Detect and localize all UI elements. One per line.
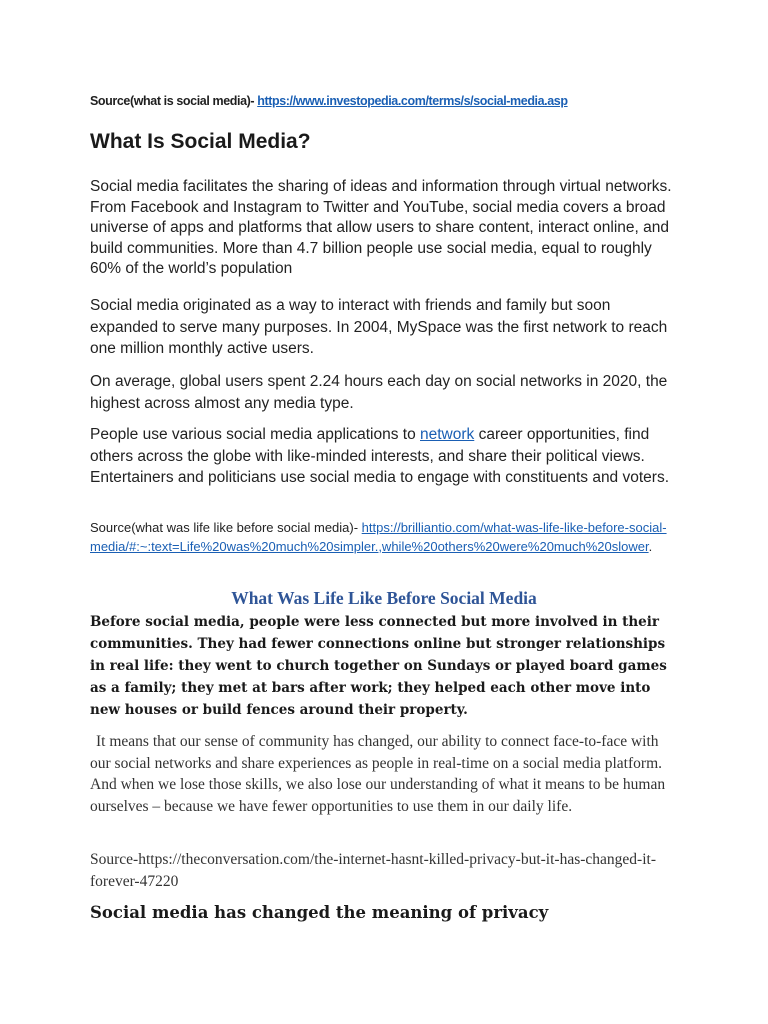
source-label: Source(what was life like before social media)- [90, 520, 362, 535]
paragraph-definition: Social media facilitates the sharing of ideas and information through virtual networks. From Facebook and Instagram to Twitter and YouTube, social media covers a broad universe of apps and platforms that allow users to share content, interact online, and build communities. More than 4.7 billion people use social media, equal to roughly 60% of the world’s population [90, 178, 672, 277]
source-label: Source(what is social media)- [90, 94, 258, 108]
source-line-investopedia [90, 94, 708, 108]
heading-privacy: Social media has changed the meaning of privacy [90, 903, 549, 922]
paragraph-applications [90, 424, 678, 489]
heading-what-is-social-media: What Is Social Media? [90, 130, 311, 153]
investopedia-link[interactable]: https://www.investopedia.com/terms/s/social-media.asp [257, 94, 568, 108]
paragraph-sense-of-community: It means that our sense of community has changed, our ability to connect face-to-face with our social networks and share experiences as people in real-time on a social media platform. And when we lose those skills, we also lose our understanding of what it means to be human ourselves – because we have fewer opportunities to use them in our daily life. [90, 733, 666, 815]
paragraph-origin: Social media originated as a way to interact with friends and family but soon expanded to serve many purposes. In 2004, MySpace was the first network to reach one million monthly active users. [90, 297, 668, 357]
source-end-period: . [648, 538, 653, 554]
applications-text-before: People use various social media applications to [90, 426, 420, 443]
source-line-theconversation: Source-https://theconversation.com/the-internet-hasnt-killed-privacy-but-it-has-changed-it-forever-47220 [90, 851, 656, 890]
source-line-brilliantio [90, 519, 676, 556]
brilliantio-link[interactable]: https://brilliantio.com/what-was-life-like-before-social-media/#:~:text=Life%20was%20much%20simpler.,while%20others%20were%20much%20slower [90, 520, 667, 554]
heading-life-before-social-media: What Was Life Like Before Social Media [231, 588, 537, 608]
network-link[interactable]: network [420, 426, 475, 443]
applications-text-after: career opportunities, find others across the globe with like-minded interests, and share their political views. Entertainers and politicians use social media to engage with constituents and voters. [90, 426, 670, 486]
paragraph-usage-hours: On average, global users spent 2.24 hours each day on social networks in 2020, the highest across almost any media type. [90, 373, 668, 412]
paragraph-before-social-media: Before social media, people were less connected but more involved in their communities. They had fewer connections online but stronger relationships in real life: they went to church together on Sundays or played board games as a family; they met at bars after work; they helped each other move into new houses or build fences around their property. [90, 614, 667, 718]
